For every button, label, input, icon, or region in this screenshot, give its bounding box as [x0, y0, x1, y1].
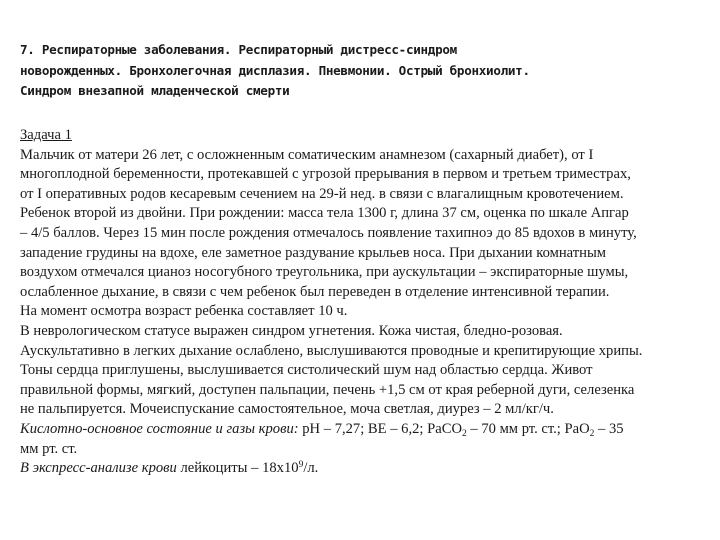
task-line: многоплодной беременности, протекавшей с угрозой прерывания в первом и третьем триместрах,: [20, 166, 631, 183]
task-title: Задача 1: [20, 127, 72, 143]
task-line: ослабленное дыхание, в связи с чем ребенок был переведен в отделение интенсивной терапии.: [20, 283, 610, 300]
acid-base-subscript: 2: [461, 428, 467, 439]
heading-line: новорожденных. Бронхолегочная дисплазия. Пневмонии. Острый бронхиолит.: [20, 62, 530, 78]
express-analysis-part: /л.: [303, 460, 319, 477]
task-line: от I оперативных родов кесаревым сечением на 29-й нед. в связи с влагалищным кровотечением.: [20, 185, 624, 202]
express-analysis-part: лейкоциты – 18x10: [176, 460, 299, 477]
task-body: [20, 126, 710, 479]
acid-base-line: [20, 420, 710, 440]
task-line: – 4/5 баллов. Через 15 мин после рождения отмечалось появление тахипноэ до 85 вдохов в минуту,: [20, 224, 637, 241]
acid-base-part: pH – 7,27; BE – 6,2; PaCO: [298, 420, 462, 437]
express-analysis-superscript: 9: [298, 460, 304, 471]
heading-line: 7. Респираторные заболевания. Респираторный дистресс-синдром: [20, 42, 457, 57]
express-analysis-label: В экспресс-анализе крови: [20, 460, 177, 477]
task-line: На момент осмотра возраст ребенка составляет 10 ч.: [20, 303, 348, 320]
section-heading: [20, 40, 710, 102]
task-line: Тоны сердца приглушены, выслушивается систолический шум над областью сердца. Живот: [20, 362, 593, 379]
acid-base-continuation: мм рт. ст.: [20, 440, 78, 457]
task-line: В неврологическом статусе выражен синдром угнетения. Кожа чистая, бледно-розовая.: [20, 322, 563, 339]
task-line: воздухом отмечался цианоз носогубного треугольника, при аускультации – экспираторные шумы,: [20, 264, 629, 281]
task-line: Мальчик от матери 26 лет, с осложненным соматическим анамнезом (сахарный диабет), от I: [20, 146, 594, 163]
task-line: не пальпируется. Мочеиспускание самостоятельное, моча светлая, диурез – 2 мл/кг/ч.: [20, 401, 554, 418]
acid-base-label: Кислотно-основное состояние и газы крови:: [20, 420, 299, 437]
acid-base-subscript: 2: [589, 428, 595, 439]
task-line: правильной формы, мягкий, доступен пальпации, печень +1,5 см от края реберной дуги, селезенка: [20, 381, 635, 398]
acid-base-part: – 35: [594, 420, 624, 437]
task-line: западение грудины на вдохе, еле заметное раздувание крыльев носа. При дыхании комнатным: [20, 244, 607, 261]
task-line: Ребенок второй из двойни. При рождении: масса тела 1300 г, длина 37 см, оценка по шкале Апгар: [20, 205, 629, 222]
acid-base-part: – 70 мм рт. ст.; PaO: [466, 420, 590, 437]
task-line: Аускультативно в легких дыхание ослаблено, выслушиваются проводные и крепитирующие хрипы.: [20, 342, 643, 359]
express-analysis-line: [20, 459, 710, 479]
heading-line: Синдром внезапной младенческой смерти: [20, 83, 290, 98]
